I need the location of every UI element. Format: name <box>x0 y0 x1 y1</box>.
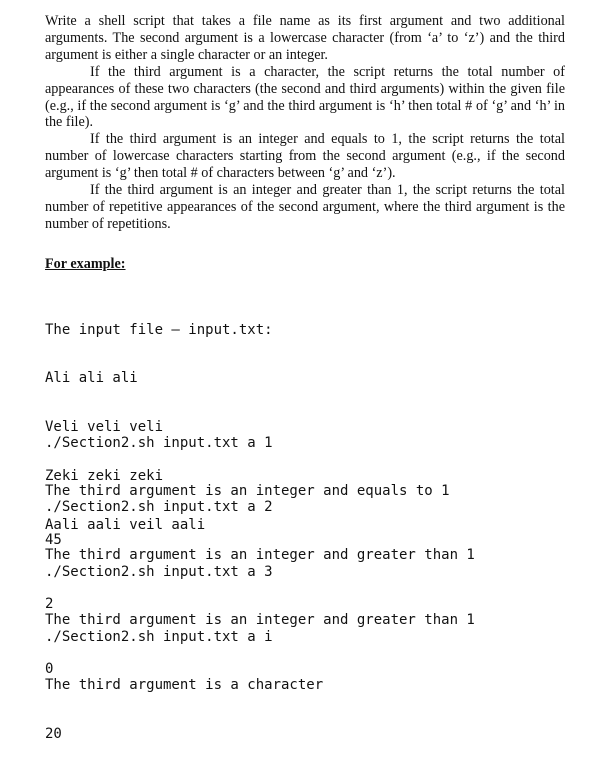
equals-one-rule-paragraph: If the third argument is an integer and equals to 1, the script returns the total number of lowercase characters starting from the second argument (e.g., if the second argument is ‘g’ then total # of characters between ‘g’ and ‘z’). <box>45 131 565 182</box>
example-command: ./Section2.sh input.txt a i <box>45 628 273 645</box>
example-message: The third argument is an integer and greater than 1 <box>45 612 475 629</box>
intro-paragraph: Write a shell script that takes a file name as its first argument and two additional arguments. The second argument is a lowercase character (from ‘a’ to ‘z’) and the third argument is either a single character or an integer. <box>45 13 565 63</box>
example-heading: For example: <box>45 256 126 272</box>
input-file-line: Veli veli veli <box>45 419 164 436</box>
input-file-line: Aali aali veil aali <box>45 517 206 534</box>
description-block <box>45 13 565 233</box>
example-result: 45 <box>45 532 62 549</box>
input-file-line: Ali ali ali <box>45 370 138 387</box>
example-command: ./Section2.sh input.txt a 3 <box>45 563 273 580</box>
example-message: The third argument is an integer and greater than 1 <box>45 547 475 564</box>
example-command: ./Section2.sh input.txt a 1 <box>45 434 273 451</box>
example-command: ./Section2.sh input.txt a 2 <box>45 498 273 515</box>
input-file-title: The input file – input.txt: <box>45 321 273 338</box>
example-result: 0 <box>45 661 54 678</box>
input-file-line: Zeki zeki zeki <box>45 468 164 485</box>
example-message: The third argument is a character <box>45 677 324 694</box>
example-result: 20 <box>45 726 62 743</box>
character-rule-paragraph: If the third argument is a character, the script returns the total number of appearances of these two characters (the second and third arguments) within the given file (e.g., if the second argument is ‘g’ and the third argument is ‘h’ then total # of ‘g’ and ‘h’ in the file). <box>45 63 565 131</box>
example-block-4 <box>45 596 323 775</box>
greater-than-one-rule-paragraph: If the third argument is an integer and greater than 1, the script returns the total number of repetitive appearances of the second argument, where the third argument is the number of repetitions. <box>45 182 565 232</box>
example-message: The third argument is an integer and equals to 1 <box>45 483 450 500</box>
example-result: 2 <box>45 596 54 613</box>
